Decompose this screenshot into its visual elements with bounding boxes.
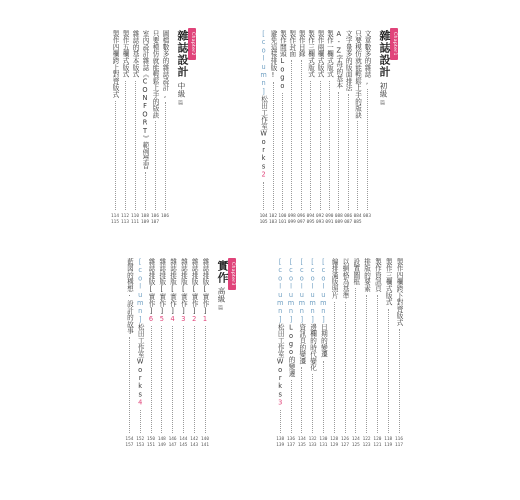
toc-entry-label (111, 30, 119, 98)
dotted-leader (291, 380, 292, 433)
toc-entry-label (316, 30, 324, 78)
toc-entry[interactable] (141, 30, 149, 226)
page-number-end: 141 (201, 443, 209, 448)
toc-entry-text: 製作四欄跨上對齊版式 (111, 30, 119, 98)
page-number-start: 100 (278, 214, 287, 219)
dotted-leader (366, 295, 367, 433)
toc-entry[interactable] (288, 30, 296, 226)
toc-entry-text: 雜誌排版[實作] (157, 258, 166, 316)
toc-entry-label (354, 30, 362, 118)
chapter3-level: 高級 (217, 287, 226, 303)
chapter2-hen: 篇 (177, 100, 183, 105)
toc-entry-label (260, 30, 268, 179)
toc-entry[interactable] (354, 30, 362, 226)
page-number-start: 110 (131, 214, 139, 219)
toc-entry-text: 邊欄的時代變化 (308, 323, 317, 372)
toc-entry-label (363, 30, 371, 86)
dotted-leader (280, 410, 281, 433)
page-number-start: 090 (325, 214, 334, 219)
toc-entry[interactable] (111, 30, 119, 226)
toc-entry[interactable] (352, 258, 360, 449)
page-number-start: 154 (125, 437, 134, 442)
page-number-start: 148 (157, 437, 166, 442)
entry-number-badge: 2 (259, 170, 268, 179)
toc-entry-text: 只要模仿就能輕鬆上手的版訣 (151, 30, 159, 119)
page-number-end: 085 (353, 220, 362, 225)
column-prefix: [column] (319, 258, 328, 324)
chapter1-badge: Chapter1 (390, 28, 398, 60)
toc-entry-text: 編排滿版照片 (330, 258, 339, 299)
page-number-start: 142 (190, 437, 199, 442)
toc-entry-text: 製作一欄式版式 (325, 30, 334, 78)
toc-entry-text: 圖檔數多的雜誌設計, (161, 30, 169, 100)
page-number-end: 091 (325, 220, 334, 225)
toc-entry-label (330, 258, 338, 299)
toc-entry[interactable] (269, 30, 277, 226)
page-number-start: 122 (362, 437, 371, 442)
dotted-leader (194, 326, 195, 433)
dotted-leader (165, 102, 166, 210)
dotted-leader (399, 329, 400, 433)
dotted-leader (161, 326, 162, 433)
toc-entry-label (352, 258, 360, 285)
dotted-leader (140, 410, 141, 433)
column-prefix: [column] (297, 258, 306, 324)
page-number-start: 086 (344, 214, 353, 219)
toc-entry-text: 藍図的構想·設計的故事 (125, 258, 134, 335)
chapter3-badge: Chapter3 (228, 258, 236, 290)
toc-entry-text: 松田工作室Works (276, 323, 285, 399)
dotted-leader (125, 81, 126, 210)
page-number-start: 104 (259, 214, 268, 219)
toc-entry[interactable] (125, 258, 133, 449)
toc-entry-text: 資訊頁的變遷 (297, 323, 306, 365)
toc-entry[interactable] (341, 258, 349, 449)
page-number-end: 143 (190, 443, 199, 448)
toc-entry-text: 松田工作室Works (259, 95, 268, 171)
entry-number-badge: 3 (276, 398, 285, 407)
page-number-start: 132 (308, 437, 317, 442)
page-number-start: 124 (351, 437, 360, 442)
dotted-leader (367, 89, 368, 210)
page-number-start: 118 (384, 437, 393, 442)
toc-entry-label (125, 258, 133, 334)
dotted-leader (388, 309, 389, 433)
page-number-start: 138 (276, 437, 285, 442)
page-number-end: 139 (276, 443, 285, 448)
dotted-leader (115, 101, 116, 210)
toc-entry-label (278, 30, 286, 90)
toc-entry[interactable] (121, 30, 129, 226)
toc-entry-text: 製作目錄 (297, 30, 306, 58)
entry-number-badge: 4 (136, 398, 145, 407)
chapter2-badge: Chapter2 (188, 28, 196, 60)
entry-number-badge: 3 (179, 315, 188, 324)
entry-number-badge: 6 (147, 315, 155, 324)
page-number-start: 150 (147, 437, 155, 442)
toc-entry-text: 文字量多的版面排法 (344, 30, 353, 92)
toc-entry[interactable] (276, 258, 284, 449)
dotted-leader (151, 326, 152, 433)
chapter2-level: 中級 (177, 82, 186, 98)
column-prefix: [column] (276, 258, 285, 324)
page-number-start: 098 (287, 214, 296, 219)
page-number-start: 128 (330, 437, 339, 442)
chapter1-hen: 篇 (379, 100, 385, 105)
column-prefix: [column] (308, 258, 317, 324)
page-number-start: 108 (141, 214, 149, 219)
page-number-start: 102 (269, 214, 277, 219)
toc-entry-label (307, 30, 315, 78)
toc-entry-label (309, 258, 317, 371)
dotted-leader (205, 326, 206, 433)
toc-entry-label (319, 258, 327, 358)
page-number-end: 103 (269, 220, 277, 225)
page-number-start: 120 (373, 437, 382, 442)
dotted-leader (345, 302, 346, 433)
page-number-start: 146 (168, 437, 177, 442)
toc-entry[interactable] (260, 30, 268, 226)
toc-entry[interactable] (344, 30, 352, 226)
page-number-end: 121 (373, 443, 382, 448)
dotted-leader (312, 374, 313, 433)
page-number-end: 127 (341, 443, 349, 448)
toc-entry[interactable] (307, 30, 315, 226)
toc-entry-label (363, 258, 371, 292)
toc-entry[interactable] (316, 30, 324, 226)
toc-entry[interactable] (201, 258, 209, 449)
toc-entry-text: 雜誌排版[實作] (179, 258, 188, 316)
toc-entry-label (298, 258, 306, 364)
page-number-end: 133 (308, 443, 317, 448)
column-prefix: [column] (259, 30, 268, 96)
dotted-leader (155, 121, 156, 210)
toc-entry[interactable] (151, 30, 159, 226)
toc-entry-label (131, 30, 139, 78)
page-number-end: 157 (125, 443, 134, 448)
toc-entry-text: 製作三欄式版式 (384, 258, 393, 306)
toc-entry[interactable] (158, 258, 166, 449)
page-number-end: 099 (287, 220, 296, 225)
dotted-leader (135, 81, 136, 210)
dotted-leader (301, 60, 302, 210)
toc-entry-label (335, 30, 343, 89)
toc-entry[interactable] (330, 258, 338, 449)
toc-entry[interactable] (136, 258, 144, 449)
page-number-end: 149 (157, 443, 166, 448)
page-number-start: 092 (316, 214, 324, 219)
toc-entry-label (121, 30, 129, 78)
toc-entry[interactable] (395, 258, 403, 449)
page-number-end: 111 (131, 220, 139, 225)
toc-entry[interactable] (147, 258, 155, 449)
toc-entry-label (288, 30, 296, 57)
toc-entry-text: 製作兩欄式版式 (316, 30, 324, 78)
page-number-end: 129 (330, 443, 339, 448)
dotted-leader (320, 81, 321, 210)
toc-entry-text: 製作封面 (287, 30, 296, 58)
toc-entry-text: 以網格為基準 (341, 258, 349, 299)
page-number-start: 114 (111, 214, 119, 219)
toc-entry-label (384, 258, 392, 306)
entry-number-badge: 2 (190, 315, 199, 324)
toc-entry-text: 松田工作室Works (136, 323, 145, 399)
toc-entry-text: 日期的變遷 (319, 323, 328, 358)
toc-entry-label (136, 258, 144, 407)
dotted-leader (338, 92, 339, 210)
chapter1-level: 初級 (379, 82, 388, 98)
chapter2-title: 雜誌設計 (176, 30, 189, 78)
entry-number-badge: 5 (157, 315, 166, 324)
page-number-start: 112 (121, 214, 129, 219)
toc-entry-label (169, 258, 177, 323)
toc-entry-label (141, 30, 149, 169)
dotted-leader (310, 81, 311, 210)
page-number-end: 117 (395, 443, 403, 448)
chapter1-title: 雜誌設計 (378, 30, 391, 78)
toc-entry-text: 雜誌的基本版式 (131, 30, 139, 78)
toc-entry-label (287, 258, 295, 377)
toc-entry[interactable] (190, 258, 198, 449)
page-number-start: 096 (297, 214, 306, 219)
toc-entry-text: 製作四欄跨下對齊版式 (395, 258, 403, 326)
page-number-start: 130 (319, 437, 328, 442)
toc-entry[interactable] (131, 30, 139, 226)
toc-entry[interactable] (287, 258, 295, 449)
toc-entry-label (158, 258, 166, 323)
page-number-end: 151 (147, 443, 155, 448)
toc-entry[interactable] (298, 258, 306, 449)
page-number-end: 125 (351, 443, 360, 448)
toc-entry-label (179, 258, 187, 323)
toc-entry-text: 雜誌排版[實作] (168, 258, 177, 316)
toc-entry-label (269, 30, 277, 79)
page-number-start: 134 (297, 437, 306, 442)
dotted-leader (129, 337, 130, 433)
dotted-leader (377, 295, 378, 433)
toc-entry-text: A-Z字母的基本 (334, 30, 343, 89)
entry-number-badge: 1 (201, 315, 209, 324)
page-number-end: 109 (141, 220, 149, 225)
column-prefix: [column] (287, 258, 295, 324)
dotted-leader (263, 182, 264, 210)
dotted-leader (273, 82, 274, 210)
page-number-start: 094 (306, 214, 315, 219)
page-number-start: 140 (201, 437, 209, 442)
toc-entry[interactable] (335, 30, 343, 226)
page-number-end: 145 (179, 443, 188, 448)
toc-entry-label (344, 30, 352, 91)
page-number-end: 123 (362, 443, 371, 448)
toc-entry[interactable] (169, 258, 177, 449)
page-number-start: 136 (287, 437, 295, 442)
toc-entry-label (161, 30, 169, 99)
toc-entry[interactable] (309, 258, 317, 449)
page-number-end: 153 (136, 443, 145, 448)
page-number-start: 144 (179, 437, 188, 442)
toc-entry-text: 雜誌排版[實作] (201, 258, 209, 316)
toc-entry-label (341, 258, 349, 299)
toc-entry[interactable] (373, 258, 381, 449)
dotted-leader (355, 288, 356, 433)
dotted-leader (323, 361, 324, 433)
toc-entry-text: 製作五欄式版式 (121, 30, 129, 78)
page-number-end: 095 (306, 220, 315, 225)
toc-entry-text: 設置圖框 (351, 258, 360, 286)
dotted-leader (291, 60, 292, 210)
page-number-start: 126 (341, 437, 349, 442)
toc-entry-text: 只要模仿就能輕鬆上手的版訣 (353, 30, 362, 119)
toc-entry[interactable] (319, 258, 327, 449)
toc-entry-label (297, 30, 305, 57)
entry-number-badge: 4 (168, 315, 177, 324)
toc-entry-label (373, 258, 381, 292)
toc-entry-label (325, 30, 333, 78)
toc-entry[interactable] (161, 30, 169, 226)
dotted-leader (357, 121, 358, 210)
dotted-leader (334, 302, 335, 433)
page-number-end: 119 (384, 443, 393, 448)
page-number-end: 131 (319, 443, 328, 448)
toc-entry-text: 雜誌排版[實作] (147, 258, 155, 316)
dotted-leader (329, 81, 330, 210)
toc-entry-text: 雜誌排版[實作] (190, 258, 199, 316)
toc-entry[interactable] (297, 30, 305, 226)
toc-entry-text: 製作三欄式版式 (306, 30, 315, 78)
dotted-leader (282, 93, 283, 210)
toc-entry-label (276, 258, 284, 407)
dotted-leader (172, 326, 173, 433)
toc-entry-text: 文章數多的雜誌, (363, 30, 371, 86)
dotted-leader (301, 367, 302, 433)
toc-entry-text: 室內設計雜誌《CONFORT》範例學習 (141, 30, 149, 169)
page-number-start: 083 (363, 214, 371, 219)
page-number-end: 097 (297, 220, 306, 225)
toc-entry[interactable] (384, 258, 392, 449)
page-number-start: 088 (334, 214, 343, 219)
dotted-leader (183, 326, 184, 433)
toc-entry-label (201, 258, 209, 323)
page-number-start: 106 (151, 214, 159, 219)
page-number-end: 107 (151, 220, 159, 225)
toc-entry[interactable] (363, 258, 371, 449)
toc-entry[interactable] (325, 30, 333, 226)
chapter3-title: 實作 (216, 260, 229, 284)
page-number-end: 137 (287, 443, 295, 448)
page-number-end: 101 (278, 220, 287, 225)
toc-entry-text: 製作資訊頁 (373, 258, 382, 292)
page-number-end: 135 (297, 443, 306, 448)
page-number-end: 093 (316, 220, 324, 225)
toc-entry-text: 避免這樣排版! (269, 30, 277, 79)
page-number-end: 113 (121, 220, 129, 225)
toc-entry-label (395, 258, 403, 326)
page-number-end: 089 (334, 220, 343, 225)
dotted-leader (348, 94, 349, 210)
page-number-start: 152 (136, 437, 145, 442)
dotted-leader (145, 172, 146, 210)
page-number-start: 106 (161, 214, 169, 219)
page-number-end: 147 (168, 443, 177, 448)
toc-entry-label (151, 30, 159, 118)
column-prefix: [column] (136, 258, 145, 324)
toc-entry[interactable] (179, 258, 187, 449)
toc-entry-text: 排版的要素 (362, 258, 371, 292)
toc-entry[interactable] (363, 30, 371, 226)
page-number-end: 115 (111, 220, 119, 225)
chapter3-hen: 篇 (217, 305, 223, 310)
page-number-start: 116 (395, 437, 403, 442)
toc-entry[interactable] (278, 30, 286, 226)
toc-entry-label (190, 258, 198, 323)
toc-entry-text: 製作開頭Logo (278, 30, 287, 90)
toc-entry-label (147, 258, 155, 323)
page-number-end: 105 (259, 220, 268, 225)
page-number-end: 087 (344, 220, 353, 225)
page-number-start: 084 (353, 214, 362, 219)
toc-entry-text: Logo的變遷 (287, 323, 295, 377)
